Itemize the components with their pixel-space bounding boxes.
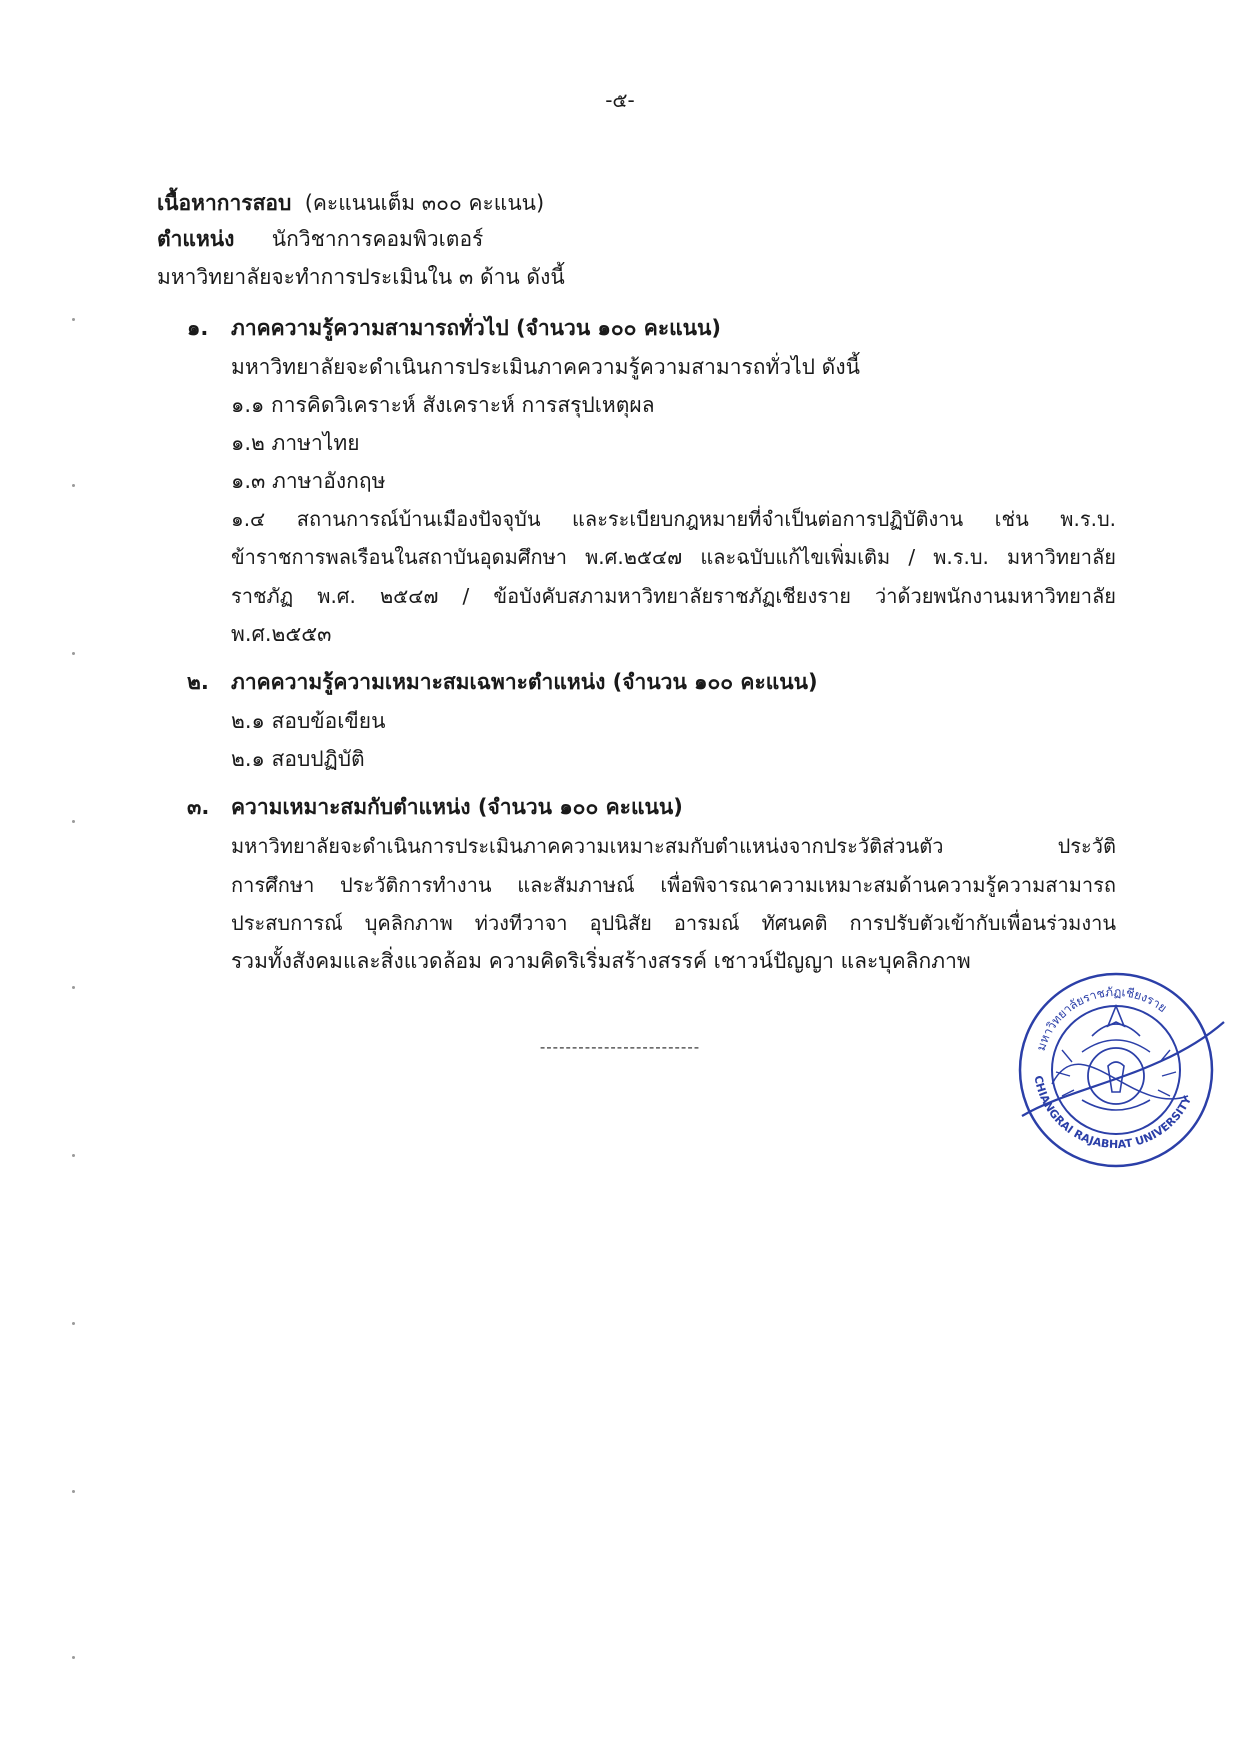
page-number: -๕- — [605, 88, 635, 112]
section-3-line-3: ประสบการณ์ บุคลิกภาพ ท่วงทีวาจา อุปนิสัย อารมณ์ ทัศนคติ การปรับตัวเข้ากับเพื่อนร่วมงาน — [231, 911, 1116, 935]
position-value: นักวิชาการคอมพิวเตอร์ — [271, 227, 484, 251]
content-label: เนื้อหาการสอบ — [157, 191, 292, 215]
section-2-heading — [187, 670, 818, 695]
scan-mark — [72, 986, 75, 989]
scan-mark — [72, 652, 75, 655]
scan-mark — [72, 484, 75, 487]
section-1-item-4-line-1: ๑.๔ สถานการณ์บ้านเมืองปัจจุบัน และระเบียบกฎหมายที่จำเป็นต่อการปฏิบัติงาน เช่น พ.ร.บ. — [231, 507, 1116, 531]
seal-thai-text: มหาวิทยาลัยราชภัฏเชียงราย — [1033, 984, 1170, 1053]
content-score: (คะแนนเต็ม ๓๐๐ คะแนน) — [304, 191, 545, 215]
section-2-number: ๒. — [187, 670, 209, 694]
section-1-item-2: ๑.๒ ภาษาไทย — [231, 431, 360, 455]
section-1-item-3: ๑.๓ ภาษาอังกฤษ — [231, 469, 386, 493]
scan-mark — [72, 1154, 75, 1157]
section-3-number: ๓. — [187, 795, 210, 819]
university-seal — [1012, 966, 1230, 1174]
intro-text: มหาวิทยาลัยจะทำการประเมินใน ๓ ด้าน ดังนี้ — [157, 265, 565, 289]
exam-content-heading — [157, 191, 544, 216]
section-3-title: ความเหมาะสมกับตำแหน่ง (จำนวน ๑๐๐ คะแนน) — [231, 795, 683, 819]
position-label: ตำแหน่ง — [157, 227, 235, 251]
section-1-number: ๑. — [187, 316, 209, 340]
section-1-title: ภาคความรู้ความสามารถทั่วไป (จำนวน ๑๐๐ คะแนน) — [231, 316, 721, 340]
section-1-item-4-line-3: ราชภัฏ พ.ศ. ๒๕๔๗ / ข้อบังคับสภามหาวิทยาลัยราชภัฏเชียงราย ว่าด้วยพนักงานมหาวิทยาลัย — [231, 584, 1116, 608]
scan-mark — [72, 820, 75, 823]
section-2-item-1: ๒.๑ สอบข้อเขียน — [231, 709, 386, 733]
section-1-item-4-line-4: พ.ศ.๒๕๕๓ — [231, 622, 332, 646]
scan-mark — [72, 318, 75, 321]
scan-mark — [72, 1490, 75, 1493]
section-2-title: ภาคความรู้ความเหมาะสมเฉพาะตำแหน่ง (จำนวน ๑๐๐ คะแนน) — [231, 670, 818, 694]
section-2-item-2: ๒.๑ สอบปฏิบัติ — [231, 747, 365, 771]
section-3-line-2: การศึกษา ประวัติการทำงาน และสัมภาษณ์ เพื่อพิจารณาความเหมาะสมด้านความรู้ความสามารถ — [231, 873, 1116, 897]
section-3-line-4: รวมทั้งสังคมและสิ่งแวดล้อม ความคิดริเริ่มสร้างสรรค์ เชาวน์ปัญญา และบุคลิกภาพ — [231, 949, 971, 973]
section-1-heading — [187, 316, 721, 341]
end-divider: ------------------------- — [539, 1038, 701, 1056]
scan-mark — [72, 1322, 75, 1325]
section-1-item-1: ๑.๑ การคิดวิเคราะห์ สังเคราะห์ การสรุปเหตุผล — [231, 393, 655, 417]
position-line — [157, 227, 483, 252]
section-1-item-4-line-2: ข้าราชการพลเรือนในสถาบันอุดมศึกษา พ.ศ.๒๕๔๗ และฉบับแก้ไขเพิ่มเติม / พ.ร.บ. มหาวิทยาลัย — [231, 545, 1116, 569]
scan-mark — [72, 1656, 75, 1659]
section-3-heading — [187, 795, 683, 820]
seal-english-text: CHIANGRAI RAJABHAT UNIVERSITY — [1031, 1074, 1195, 1152]
section-1-lead: มหาวิทยาลัยจะดำเนินการประเมินภาคความรู้ความสามารถทั่วไป ดังนี้ — [231, 355, 860, 379]
section-3-line-1: มหาวิทยาลัยจะดำเนินการประเมินภาคความเหมาะสมกับตำแหน่งจากประวัติส่วนตัว ประวัติ — [231, 834, 1116, 858]
